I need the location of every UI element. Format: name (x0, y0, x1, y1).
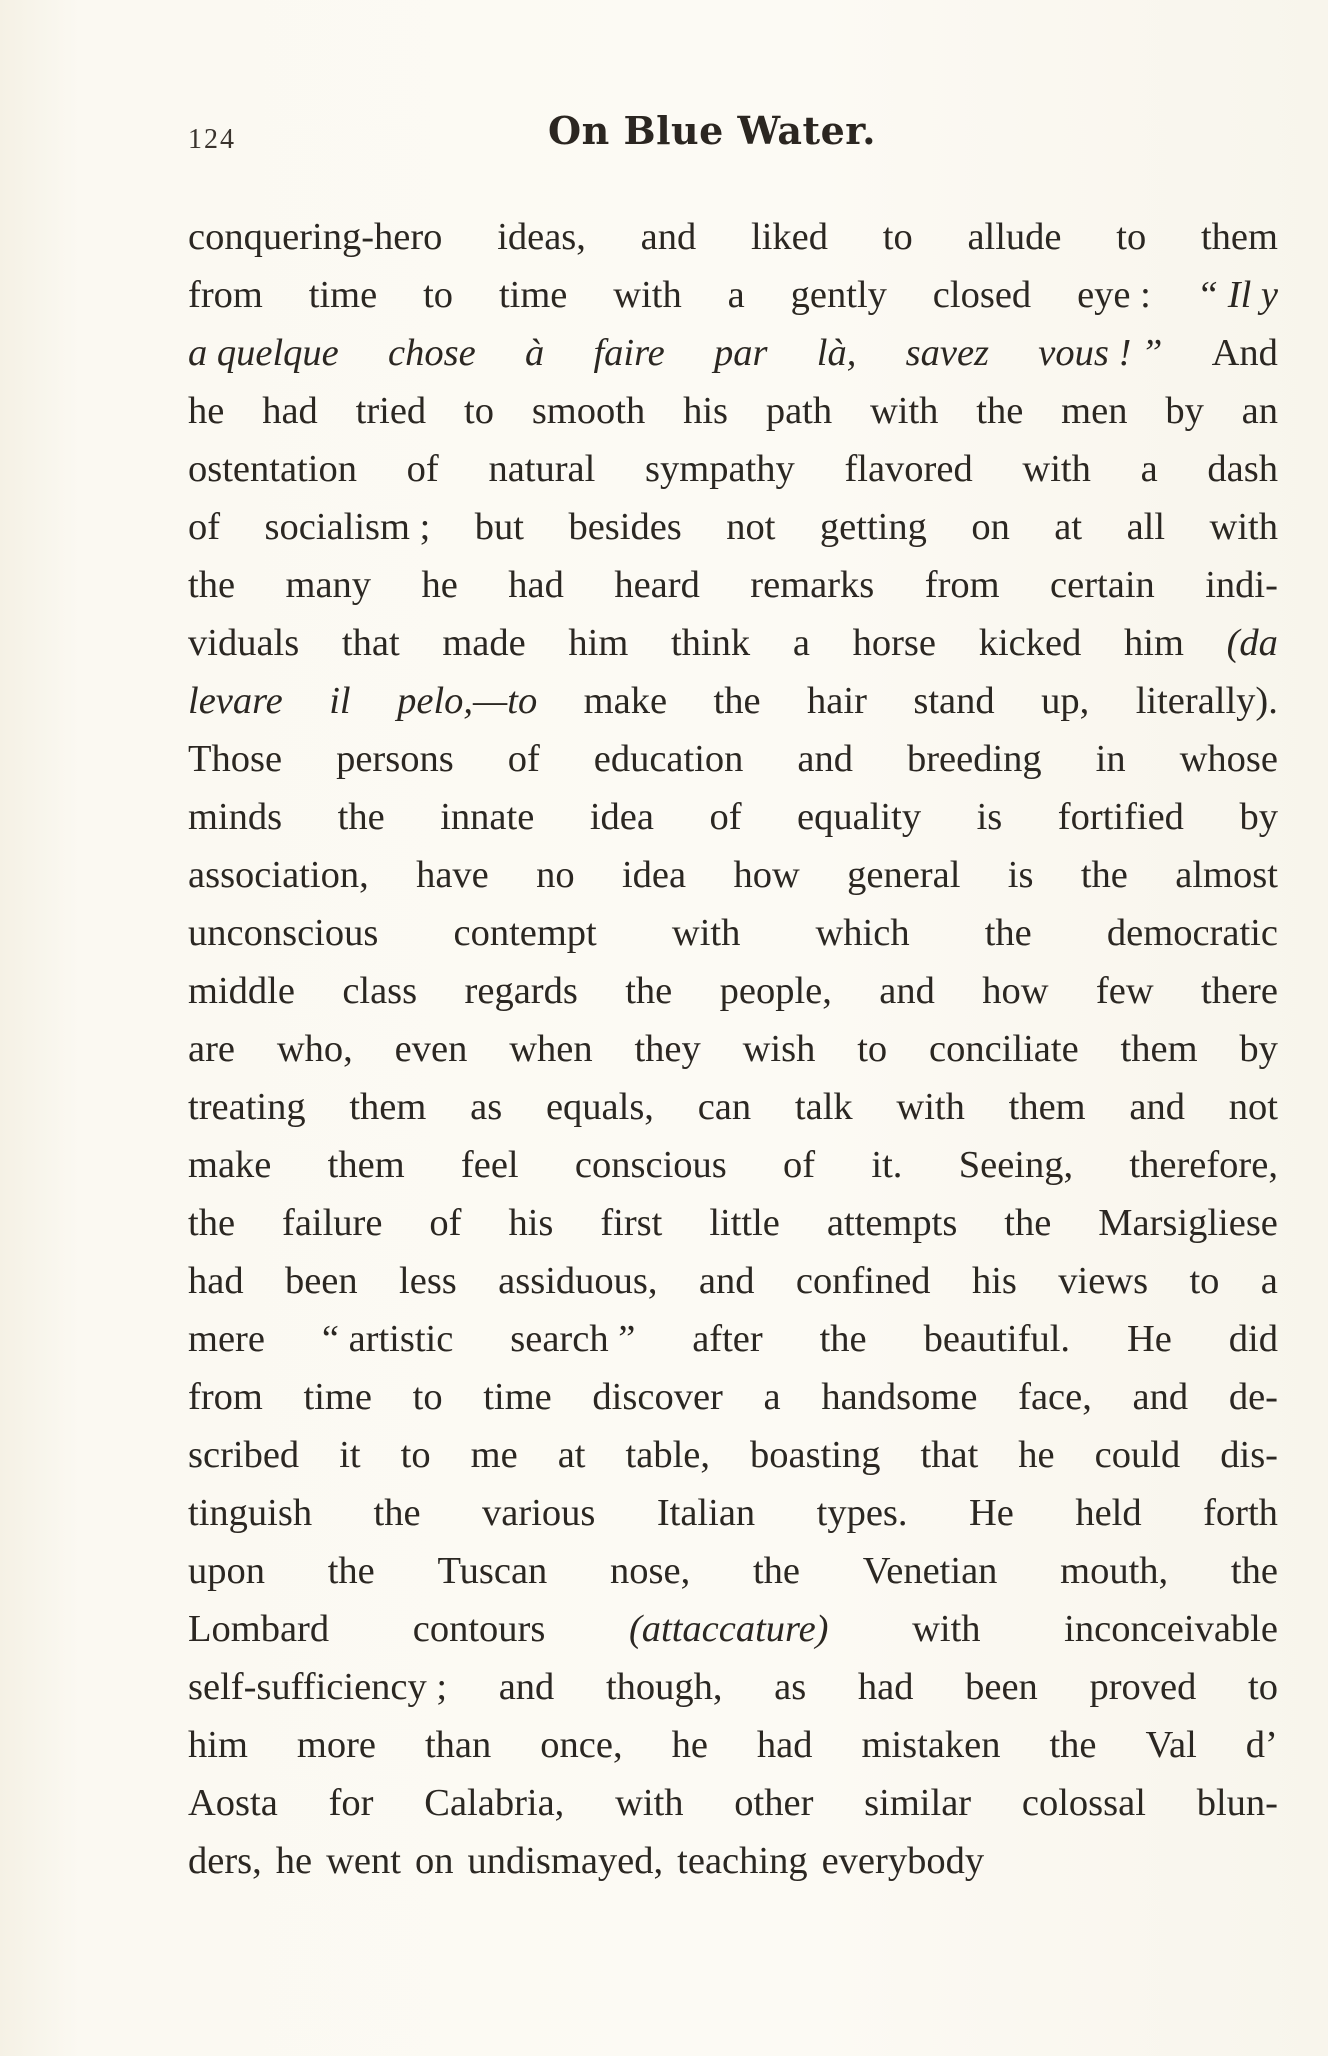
word: how (982, 970, 1049, 1012)
word: conquering-hero (188, 216, 443, 258)
text-line (188, 382, 1278, 440)
word: with (615, 1782, 684, 1824)
italic-word: a quelque (188, 332, 339, 374)
word: fortified (1057, 796, 1184, 838)
word: undismayed, (467, 1840, 664, 1882)
word: attempts (826, 1202, 958, 1244)
word: Venetian (862, 1550, 998, 1592)
word: is (976, 796, 1003, 838)
word: on (414, 1840, 454, 1882)
word: with (896, 1086, 965, 1128)
word: closed (932, 274, 1032, 316)
word: innate (440, 796, 535, 838)
word: at (1054, 506, 1083, 548)
word: once, (540, 1724, 623, 1766)
word: literally). (1135, 680, 1278, 722)
word: allude (967, 216, 1062, 258)
word: people, (719, 970, 832, 1012)
word: mere (188, 1318, 265, 1360)
word: time (483, 1376, 552, 1418)
word: it (339, 1434, 361, 1476)
word: can (697, 1086, 752, 1128)
word: He (968, 1492, 1014, 1534)
word: from (924, 564, 1000, 606)
word: eye : (1077, 274, 1151, 316)
word: face, (1018, 1376, 1092, 1418)
text-line (188, 1658, 1278, 1716)
word: had (262, 390, 318, 432)
word: less (399, 1260, 457, 1302)
word: him (1124, 622, 1184, 664)
text-line (188, 1832, 1278, 1890)
word: many (285, 564, 372, 606)
word: similar (864, 1782, 972, 1824)
word: horse (852, 622, 937, 664)
word: the (337, 796, 385, 838)
word: had (188, 1260, 244, 1302)
word: almost (1175, 854, 1278, 896)
word: inconceivable (1064, 1608, 1278, 1650)
body-text (188, 208, 1278, 1890)
word: make (583, 680, 668, 722)
italic-word: là, (816, 332, 857, 374)
word: and (698, 1260, 755, 1302)
running-head (188, 108, 1278, 168)
word: the (752, 1550, 800, 1592)
word: did (1228, 1318, 1278, 1360)
word: first (600, 1202, 663, 1244)
word: education (593, 738, 744, 780)
page-number: 124 (188, 124, 236, 155)
word: Lombard (188, 1608, 330, 1650)
word: breeding (906, 738, 1042, 780)
word: de- (1228, 1376, 1278, 1418)
italic-word: levare (188, 680, 283, 722)
running-title: On Blue Water. (548, 108, 877, 153)
word: he (188, 390, 225, 432)
word: persons (336, 738, 454, 780)
italic-word: chose (388, 332, 476, 374)
word: not (1228, 1086, 1278, 1128)
word: the (625, 970, 673, 1012)
word: and (797, 738, 853, 780)
text-line (188, 324, 1278, 382)
word: class (342, 970, 418, 1012)
word: path (765, 390, 833, 432)
word: the (819, 1318, 867, 1360)
word: types. (816, 1492, 908, 1534)
text-line (188, 556, 1278, 614)
word: and (1132, 1376, 1189, 1418)
word: with (1209, 506, 1278, 548)
word: the (1230, 1550, 1278, 1592)
word: make (188, 1144, 272, 1186)
word: he (671, 1724, 708, 1766)
word: other (734, 1782, 814, 1824)
word: him (188, 1724, 248, 1766)
text-line (188, 1716, 1278, 1774)
word: proved (1089, 1666, 1197, 1708)
text-line (188, 1020, 1278, 1078)
italic-word: par (714, 332, 768, 374)
word: an (1241, 390, 1278, 432)
word: of (783, 1144, 816, 1186)
text-line (188, 1774, 1278, 1832)
word: upon (188, 1550, 265, 1592)
word: socialism ; (264, 506, 431, 548)
word: could (1094, 1434, 1181, 1476)
word: in (1095, 738, 1126, 780)
word: contours (412, 1608, 546, 1650)
text-line (188, 1310, 1278, 1368)
word: as (774, 1666, 807, 1708)
word: treating (188, 1086, 306, 1128)
word: had (857, 1666, 914, 1708)
word: than (424, 1724, 492, 1766)
word: flavored (844, 448, 973, 490)
word: the (976, 390, 1024, 432)
word: them (349, 1086, 427, 1128)
word: self-sufficiency ; (188, 1666, 448, 1708)
word: which (815, 912, 910, 954)
word: time (308, 274, 378, 316)
word: natural (488, 448, 596, 490)
word: gently (790, 274, 887, 316)
word: made (442, 622, 526, 664)
word: from (188, 1376, 263, 1418)
word: by (1239, 796, 1278, 838)
word: dis- (1220, 1434, 1278, 1476)
italic-word: pelo,—to (397, 680, 538, 722)
word: remarks (750, 564, 875, 606)
word: have (416, 854, 489, 896)
word: discover (592, 1376, 723, 1418)
word: certain (1050, 564, 1155, 606)
word: his (508, 1202, 554, 1244)
text-line (188, 498, 1278, 556)
word: talk (794, 1086, 853, 1128)
word: is (1007, 854, 1034, 896)
word: views (1058, 1260, 1149, 1302)
word: men (1061, 390, 1128, 432)
word: conciliate (929, 1028, 1079, 1070)
word: to (412, 1376, 443, 1418)
word: went (326, 1840, 401, 1882)
italic-word: “ Il y (1196, 274, 1278, 316)
word: them (1008, 1086, 1086, 1128)
word: stand (913, 680, 995, 722)
word: mouth, (1060, 1550, 1169, 1592)
word: with (671, 912, 741, 954)
word: he (275, 1840, 313, 1882)
word: me (470, 1434, 518, 1476)
text-line (188, 1600, 1278, 1658)
word: feel (460, 1144, 519, 1186)
word: to (464, 390, 494, 432)
word: are (188, 1028, 235, 1070)
word: table, (625, 1434, 710, 1476)
word: up, (1041, 680, 1090, 722)
word: blun- (1196, 1782, 1278, 1824)
word: a (727, 274, 745, 316)
word: no (536, 854, 575, 896)
word: minds (188, 796, 283, 838)
word: idea (589, 796, 654, 838)
word: tinguish (188, 1492, 313, 1534)
word: dash (1207, 448, 1278, 490)
italic-word: (da (1226, 622, 1278, 664)
word: them (1120, 1028, 1198, 1070)
word: viduals (188, 622, 300, 664)
word: with (613, 274, 682, 316)
word: been (284, 1260, 358, 1302)
word: to (1189, 1260, 1220, 1302)
word: all (1126, 506, 1166, 548)
word: Marsigliese (1098, 1202, 1278, 1244)
word: search ” (510, 1318, 636, 1360)
word: whose (1179, 738, 1278, 780)
word: middle (188, 970, 295, 1012)
word: Tuscan (437, 1550, 548, 1592)
word: ostentation (188, 448, 357, 490)
word: to (400, 1434, 431, 1476)
italic-word: (attaccature) (628, 1608, 829, 1650)
word: been (965, 1666, 1038, 1708)
word: from (188, 274, 263, 316)
word: getting (819, 506, 927, 548)
word: the (188, 1202, 236, 1244)
word: Calabria, (424, 1782, 565, 1824)
word: when (509, 1028, 593, 1070)
word: the (327, 1550, 375, 1592)
word: and (879, 970, 935, 1012)
italic-word: vous ! ” (1038, 332, 1163, 374)
word: with (912, 1608, 981, 1650)
italic-word: il (329, 680, 351, 722)
word: sympathy (645, 448, 795, 490)
word: failure (282, 1202, 383, 1244)
word: liked (751, 216, 828, 258)
word: not (726, 506, 776, 548)
word: on (971, 506, 1010, 548)
word: but (474, 506, 524, 548)
word: held (1075, 1492, 1142, 1534)
word: at (557, 1434, 586, 1476)
italic-word: faire (593, 332, 665, 374)
word: that (920, 1434, 979, 1476)
word: of (188, 506, 221, 548)
word: him (568, 622, 629, 664)
word: colossal (1021, 1782, 1146, 1824)
text-line (188, 1194, 1278, 1252)
word: to (882, 216, 913, 258)
word: general (847, 854, 961, 896)
word: think (670, 622, 751, 664)
word: that (341, 622, 400, 664)
text-line (188, 1368, 1278, 1426)
word: with (869, 390, 939, 432)
word: mistaken (861, 1724, 1001, 1766)
italic-word: savez (905, 332, 990, 374)
word: his (683, 390, 728, 432)
word: had (508, 564, 564, 606)
word: little (709, 1202, 780, 1244)
word: how (733, 854, 800, 896)
word: few (1095, 970, 1154, 1012)
word: and (640, 216, 697, 258)
word: time (303, 1376, 372, 1418)
word: ideas, (497, 216, 586, 258)
text-line (188, 1136, 1278, 1194)
word: association, (188, 854, 369, 896)
word: d’ (1245, 1724, 1278, 1766)
word: it. (871, 1144, 903, 1186)
word: of (709, 796, 742, 838)
word: his (971, 1260, 1017, 1302)
word: Val (1145, 1724, 1197, 1766)
word: tried (355, 390, 427, 432)
word: the (1080, 854, 1128, 896)
word: the (188, 564, 236, 606)
word: unconscious (188, 912, 379, 954)
word: of (429, 1202, 462, 1244)
word: a (792, 622, 810, 664)
word: idea (621, 854, 687, 896)
text-line (188, 440, 1278, 498)
word: besides (568, 506, 682, 548)
word: Aosta (188, 1782, 278, 1824)
text-line (188, 1426, 1278, 1484)
word: Seeing, (958, 1144, 1074, 1186)
word: he (421, 564, 458, 606)
word: regards (464, 970, 578, 1012)
word: with (1022, 448, 1091, 490)
text-line (188, 672, 1278, 730)
text-line (188, 266, 1278, 324)
word: the (984, 912, 1032, 954)
word: nose, (610, 1550, 691, 1592)
word: a (1260, 1260, 1278, 1302)
word: hair (807, 680, 867, 722)
text-line (188, 904, 1278, 962)
word: to (1116, 216, 1147, 258)
text-line (188, 1484, 1278, 1542)
text-line (188, 962, 1278, 1020)
word: handsome (821, 1376, 978, 1418)
word: though, (605, 1666, 723, 1708)
word: them (327, 1144, 405, 1186)
word: kicked (978, 622, 1082, 664)
word: indi- (1205, 564, 1278, 606)
text-line (188, 1252, 1278, 1310)
word: even (394, 1028, 468, 1070)
word: And (1211, 332, 1278, 374)
word: more (296, 1724, 376, 1766)
text-line (188, 208, 1278, 266)
word: smooth (531, 390, 646, 432)
word: assiduous, (498, 1260, 658, 1302)
word: confined (795, 1260, 931, 1302)
word: and (1129, 1086, 1185, 1128)
word: scribed (188, 1434, 300, 1476)
text-line (188, 1078, 1278, 1136)
word: the (1004, 1202, 1052, 1244)
word: wish (742, 1028, 816, 1070)
word: of (406, 448, 439, 490)
word: conscious (574, 1144, 727, 1186)
word: had (756, 1724, 813, 1766)
word: ders, (188, 1840, 262, 1882)
word: various (482, 1492, 596, 1534)
text-line (188, 788, 1278, 846)
word: He (1126, 1318, 1172, 1360)
word: time (498, 274, 568, 316)
word: to (1248, 1666, 1278, 1708)
word: equality (797, 796, 922, 838)
text-line (188, 1542, 1278, 1600)
italic-word: à (524, 332, 545, 374)
word: who, (276, 1028, 353, 1070)
word: heard (614, 564, 700, 606)
word: and (498, 1666, 555, 1708)
word: a (1140, 448, 1158, 490)
word: the (1049, 1724, 1097, 1766)
word: boasting (750, 1434, 881, 1476)
word: after (692, 1318, 763, 1360)
text-line (188, 846, 1278, 904)
word: “ artistic (321, 1318, 454, 1360)
word: contempt (453, 912, 597, 954)
word: he (1018, 1434, 1055, 1476)
word: the (373, 1492, 421, 1534)
word: for (328, 1782, 374, 1824)
text-line (188, 730, 1278, 788)
word: as (470, 1086, 503, 1128)
word: Those (188, 738, 283, 780)
word: forth (1203, 1492, 1278, 1534)
word: by (1239, 1028, 1278, 1070)
word: therefore, (1129, 1144, 1278, 1186)
word: Italian (656, 1492, 756, 1534)
word: a (763, 1376, 781, 1418)
word: democratic (1106, 912, 1278, 954)
word: everybody (821, 1840, 985, 1882)
word: them (1200, 216, 1278, 258)
word: beautiful. (923, 1318, 1071, 1360)
text-line (188, 614, 1278, 672)
word: to (857, 1028, 888, 1070)
word: of (507, 738, 540, 780)
word: to (423, 274, 454, 316)
word: teaching (677, 1840, 808, 1882)
word: by (1165, 390, 1204, 432)
word: the (713, 680, 761, 722)
word: they (634, 1028, 701, 1070)
word: equals, (545, 1086, 654, 1128)
word: there (1201, 970, 1278, 1012)
